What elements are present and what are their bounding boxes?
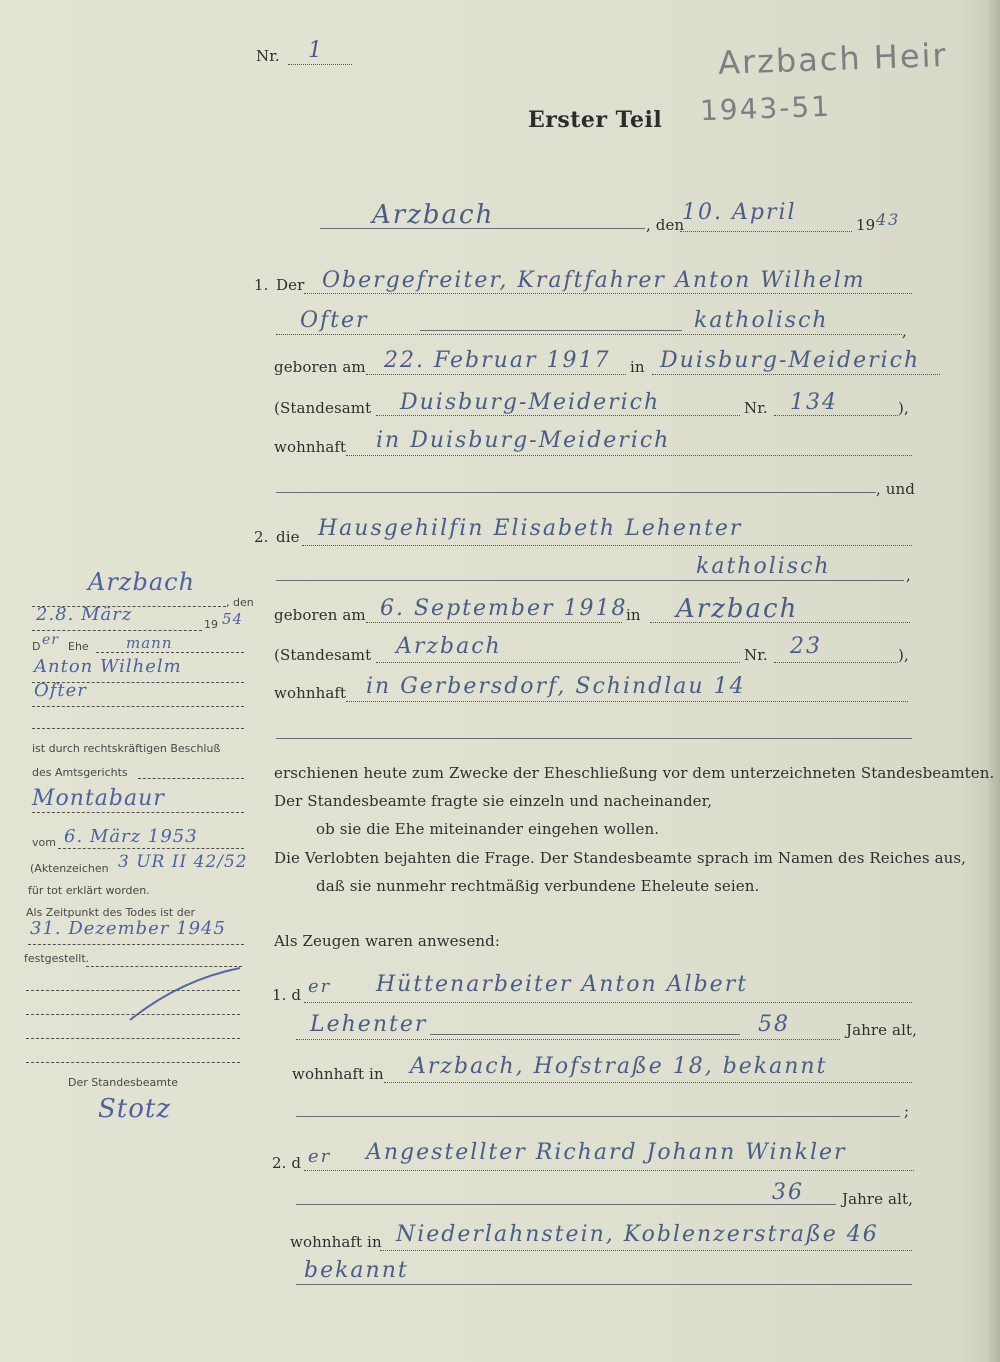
groom-born-place-line — [652, 374, 940, 375]
bride-standesamt-line — [376, 662, 740, 663]
stamp-blank-line-4 — [26, 1062, 240, 1063]
groom-wohnhaft-line2 — [276, 492, 876, 493]
witness2-line2 — [296, 1204, 836, 1205]
bride-die-label: die — [276, 528, 300, 546]
witness2-wohnhaft-line2 — [296, 1284, 912, 1285]
groom-der-label: Der — [276, 276, 305, 294]
body-line-3: ob sie die Ehe miteinander eingehen wollen. — [316, 820, 660, 838]
stamp-vom-value: 6. März 1953 — [64, 826, 198, 847]
witness2-occupation-name: Angestellter Richard Johann Winkler — [366, 1140, 847, 1165]
stamp-court-line — [32, 812, 244, 813]
groom-nr-line — [774, 415, 898, 416]
groom-close-paren: ), — [898, 399, 909, 417]
bride-born-place: Arzbach — [676, 594, 799, 624]
bride-close-paren: ), — [898, 646, 909, 664]
body-line-5: daß sie nunmehr rechtmäßig verbundene Eheleute seien. — [316, 877, 760, 895]
witness2-wohnhaft-label: wohnhaft in — [290, 1233, 382, 1251]
bride-wohnhaft-value: in Gerbersdorf, Schindlau 14 — [366, 674, 746, 699]
stamp-vom-line — [58, 848, 244, 849]
stamp-name1: Anton Wilhelm — [34, 656, 182, 677]
groom-und-label: , und — [876, 480, 915, 498]
witness2-line1 — [304, 1170, 914, 1171]
record-number-label: Nr. — [256, 47, 280, 65]
stamp-date-line — [32, 630, 202, 631]
stamp-text5: festgestellt. — [24, 952, 90, 965]
bride-nr-line — [774, 662, 898, 663]
page-title: Erster Teil — [528, 107, 663, 133]
book-spine — [988, 0, 1000, 1362]
stamp-akten-value: 3 UR II 42/52 — [118, 852, 248, 872]
witness1-age: 58 — [758, 1012, 790, 1037]
bride-wohnhaft-line — [346, 701, 908, 702]
witness1-line1 — [304, 1002, 912, 1003]
stamp-ehe-suffix: Ehe — [68, 640, 89, 653]
bride-number: 2. — [254, 528, 269, 546]
stamp-ehe-label: D — [32, 640, 41, 653]
stamp-blank-line-3 — [26, 1038, 240, 1039]
bride-wohnhaft-label: wohnhaft — [274, 684, 347, 702]
witness2-age-label: Jahre alt, — [842, 1190, 913, 1208]
witness1-occupation-name: Hüttenarbeiter Anton Albert — [376, 972, 749, 997]
groom-born-date-line — [366, 374, 626, 375]
bride-born-date-line — [366, 622, 622, 623]
witness1-line2-fill — [430, 1034, 740, 1035]
witness1-wohnhaft-value: Arzbach, Hofstraße 18, bekannt — [410, 1054, 828, 1079]
witness2-wohnhaft-value2: bekannt — [304, 1258, 409, 1283]
witness1-line2 — [296, 1039, 840, 1040]
date-year-suffix: 43 — [876, 210, 901, 229]
bride-born-date: 6. September 1918 — [380, 596, 628, 621]
groom-born-label: geboren am — [274, 358, 366, 376]
stamp-death-date-line — [28, 944, 244, 945]
witness2-prefix: er — [308, 1146, 332, 1167]
pencil-note-years: 1943-51 — [699, 89, 832, 128]
groom-born-place: Duisburg-Meiderich — [660, 348, 921, 373]
body-line-4: Die Verlobten bejahten die Frage. Der Standesbeamte sprach im Namen des Reiches aus, — [274, 849, 967, 867]
stamp-signature: Stotz — [98, 1094, 172, 1124]
bride-line2 — [276, 580, 904, 581]
stamp-place: Arzbach — [88, 568, 196, 596]
stamp-den-label: , den — [226, 596, 254, 609]
body-line-2: Der Standesbeamte fragte sie einzeln und nacheinander, — [274, 792, 713, 810]
groom-number: 1. — [254, 276, 269, 294]
stamp-ehe-hand: er — [42, 632, 59, 648]
stamp-text3: für tot erklärt worden. — [28, 884, 150, 897]
bride-religion: katholisch — [696, 554, 831, 579]
groom-standesamt-value: Duisburg-Meiderich — [400, 390, 661, 415]
bride-nr-value: 23 — [790, 634, 822, 659]
witness1-wohnhaft-label: wohnhaft in — [292, 1065, 384, 1083]
witness1-wohnhaft-line2 — [296, 1116, 900, 1117]
groom-born-date: 22. Februar 1917 — [384, 348, 611, 373]
record-number-line — [288, 64, 352, 65]
groom-nr-value: 134 — [790, 390, 838, 415]
groom-line1 — [304, 293, 912, 294]
stamp-text2-line — [138, 778, 244, 779]
stamp-name2: Ofter — [34, 680, 87, 701]
witness1-wohnhaft-line — [384, 1082, 912, 1083]
witness1-prefix: er — [308, 976, 332, 997]
stamp-ehe-hand2: mann — [126, 634, 173, 652]
body-line-1: erschienen heute zum Zwecke der Eheschließung vor dem unterzeichneten Standesbeamten. — [274, 764, 995, 782]
bride-nr-label: Nr. — [744, 646, 768, 664]
stamp-court: Montabaur — [32, 786, 165, 811]
stamp-year-suffix: 54 — [222, 610, 244, 628]
bride-standesamt-value: Arzbach — [396, 634, 502, 659]
record-number-value: 1 — [308, 38, 324, 63]
stamp-death-date: 31. Dezember 1945 — [30, 918, 226, 939]
groom-surname: Ofter — [300, 308, 369, 333]
stamp-strike-mark — [120, 960, 250, 1030]
groom-standesamt-label: (Standesamt — [274, 399, 372, 417]
witness2-wohnhaft-value: Niederlahnstein, Koblenzerstraße 46 — [396, 1222, 879, 1247]
groom-religion: katholisch — [694, 308, 829, 333]
bride-occupation-name: Hausgehilfin Elisabeth Lehenter — [318, 516, 743, 541]
groom-wohnhaft-line — [346, 455, 912, 456]
bride-wohnhaft-line2 — [276, 738, 912, 739]
bride-line1 — [302, 545, 912, 546]
witness1-surname: Lehenter — [310, 1012, 428, 1037]
witness1-end-punct: ; — [904, 1102, 910, 1120]
date-place-line — [320, 228, 645, 229]
witness1-number: 1. d — [272, 986, 302, 1004]
date-year-prefix: 19 — [856, 216, 876, 234]
groom-line2 — [276, 334, 902, 335]
date-den-label: , den — [646, 216, 685, 234]
stamp-text1: ist durch rechtskräftigen Beschluß — [32, 742, 221, 755]
stamp-vom-label: vom — [32, 836, 56, 849]
date-day-month: 10. April — [682, 200, 797, 225]
date-day-line — [680, 231, 852, 232]
groom-in-label: in — [630, 358, 645, 376]
groom-wohnhaft-label: wohnhaft — [274, 438, 347, 456]
bride-line2-comma: , — [906, 566, 911, 584]
stamp-akten-label: (Aktenzeichen — [30, 862, 109, 875]
bride-standesamt-label: (Standesamt — [274, 646, 372, 664]
stamp-name2-line — [32, 706, 244, 707]
witness2-number: 2. d — [272, 1154, 302, 1172]
stamp-text2: des Amtsgerichts — [32, 766, 128, 779]
witnesses-heading: Als Zeugen waren anwesend: — [274, 932, 501, 950]
stamp-official-label: Der Standesbeamte — [68, 1076, 179, 1089]
witness2-age: 36 — [772, 1180, 804, 1205]
stamp-text4: Als Zeitpunkt des Todes ist der — [26, 906, 195, 919]
bride-born-label: geboren am — [274, 606, 366, 624]
witness2-wohnhaft-line — [380, 1250, 912, 1251]
bride-in-label: in — [626, 606, 641, 624]
groom-occupation-name: Obergefreiter, Kraftfahrer Anton Wilhelm — [322, 268, 866, 293]
witness1-age-label: Jahre alt, — [846, 1021, 917, 1039]
stamp-year-prefix: 19 — [204, 618, 218, 631]
groom-standesamt-line — [376, 415, 740, 416]
date-place: Arzbach — [372, 200, 495, 230]
groom-line2-comma: , — [902, 322, 907, 340]
stamp-extra-line — [32, 728, 244, 729]
groom-nr-label: Nr. — [744, 399, 768, 417]
stamp-ehe-line — [96, 652, 244, 653]
pencil-note-place: Arzbach Heir — [717, 36, 949, 82]
groom-line2-fill — [420, 330, 682, 331]
groom-wohnhaft-value: in Duisburg-Meiderich — [376, 428, 671, 453]
stamp-date: 2.8. März — [36, 604, 133, 625]
